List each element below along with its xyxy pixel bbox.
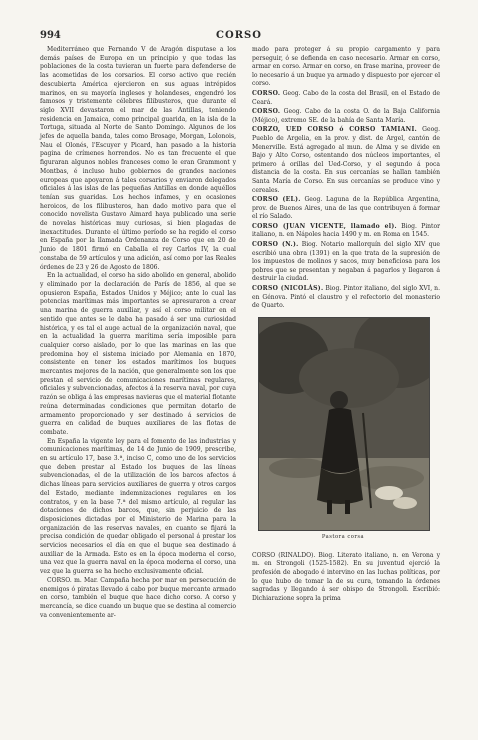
entry-text: Biog. Pintor italiano, del siglo XVI, n. en Génova. Pintó el claustro y el refectorio del monasterio de Quarto.	[252, 285, 440, 310]
shepherdess-photo	[258, 317, 430, 531]
dictionary-entry	[252, 285, 440, 311]
photo-illustration	[259, 318, 429, 530]
entry-head: CORZO, UED CORSO ó CORSO TAMIANI.	[252, 126, 418, 134]
entry-text: mado para proteger á su propio cargamento y para perseguir, ó se defienda en caso necesario. Armar en corso, armar en corso. Armar en corso, en frase marina, proveer de lo necesario á un buque ya armado y dispuesto por ejercer el corso.	[252, 46, 440, 88]
dictionary-entry	[252, 126, 440, 195]
entry-head: CORSO (NICOLÁS).	[252, 285, 324, 293]
entry-text: Biog. Notario mallorquín del siglo XIV que escribió una obra (1391) en la que trata de la supresión de los impuestos de molinos y sacos, muy beneficiosa para los pobres que se presentan y negaban á pagarlos y llegaron á destruir la ciudad.	[252, 241, 440, 283]
entry-text: Geog. Pueblo de Argelia, en la prov. y dist. de Argel, cantón de Menerville. Está agregado al mun. de Alma y se divide en Bajo y Alto Corso, ostentando dos núcleos importantes, el primero á orillas del Ued-Corso, y el segundo á poca distancia de la costa. En sus cercanías se hallan también Santa María de Corso. En sus cercanías se produce vino y cereales.	[252, 126, 440, 194]
dictionary-entry	[252, 46, 440, 89]
left-column	[40, 46, 236, 620]
dictionary-entry: CORSO (RINALDO). Biog. Literato italiano, n. en Verona y m. en Strongoli (1525-1582). En su juventud ejerció la profesión de abogado é intervino en las luchas políticas, por lo que hubo de tomar la de su cura, tomando la órdenes sagradas y llegando á ser obispo de Strongoli. Escribió: Dichiarazione sopra la prima	[252, 551, 440, 602]
entry-head: CORSO.	[252, 89, 281, 97]
entry-head: CORSO (N.).	[252, 241, 299, 249]
photo-caption: Pastora corsa	[321, 533, 365, 540]
dictionary-entry	[252, 223, 440, 240]
dictionary-entry	[252, 108, 440, 125]
entry-text: Geog. Cabo de la costa del Brasil, en el Estado de Ceará.	[252, 89, 440, 106]
entry-text: Geog. Laguna de la República Argentina, prov. de Buenos Aires, una de las que contribuyen á formar el río Salado.	[252, 196, 440, 221]
photo-figure	[258, 317, 428, 540]
columns	[40, 46, 440, 730]
running-head: CORSO	[216, 30, 262, 41]
dictionary-entry	[252, 241, 440, 284]
entry-text: Geog. Cabo de la costa O. de la Baja California (Méjico), extremo SE. de la bahía de Santa María.	[252, 108, 440, 124]
right-column	[252, 46, 440, 604]
left-paragraph: En la actualidad, el corso ha sido abolido en general, abolido y eliminado por la declaración de París de 1856, al que se opusieron España, Estados Unidos y Méjico; ante lo cual las potencias marítimas más importantes se apresuraron a crear una marina de guerra auxiliar, y así el corso militar en el sentido que antes se le daba ha pasado á ser una curiosidad histórica, y es tal el auge actual de la organización naval, que en la actualidad la guerra marítima sería imposible para cualquier corso aislado, por lo que las marinas en las que predomina hoy el sistema iniciado por Alemania en 1870, consistente en tener los estados marítimos los buques mercantes mejores de la nación, que generalmente son los que prestan el servicio de comunicaciones marítimas regulares, oficiales y subvencionadas, afectos á la reserva naval, por cuya razón se obliga á las empresas navieras que el material flotante reúna determinadas condiciones que permitan dotarlo de armamento proporcionado y ser destinado á servicios de guerra en calidad de buques auxiliares de las flotas de combate.	[40, 272, 236, 436]
dictionary-entry	[252, 90, 440, 107]
dictionary-entry	[252, 196, 440, 222]
entry-head: CORSO (EL).	[252, 196, 301, 204]
page-number: 994	[40, 30, 61, 41]
entry-head: CORSO.	[252, 108, 281, 116]
entry-head: CORSO (JUAN VICENTE, llamado el).	[252, 222, 397, 230]
page-header	[40, 30, 438, 42]
left-paragraph: CORSO. m. Mar. Campaña hecha por mar en persecución de enemigos ó piratas llevado á cabo por buque mercante armado en corso, también el buque que hace dicho corso. A corso y mercancía, se dice cuando un buque que se destina al comercio va convenientemente ar-	[40, 576, 236, 619]
left-paragraph: En España la vigente ley para el fomento de las industrias y comunicaciones marítimas, de 14 de Junio de 1909, prescribe, en su artículo 17, base 3.ª, inciso C, como uno de los servicios que deben prestar al Estado los buques de las líneas subvencionadas, el de la utilización de los barcos afectos á dichas líneas para servicios auxiliares de guerra y otros cargos del Estado, mediante indemnizaciones regulares en los contratos, y en la base 7.ª del mismo artículo, al regular las dotaciones de dichos barcos, que, sin perjuicio de las disposiciones dictadas por el Ministerio de Marina para la organización de las reservas navales, en cuanto se fijará la precisa condición de quedar obligado el personal á prestar los servicios necesarios el día en que el buque sea destinado á auxiliar de la Armada. Esto es en la época moderna el corso, una vez que la guerra naval en la época moderna el corso, una vez que la guerra se ha hecho exclusivamente oficial.	[40, 437, 236, 576]
entry-text: Biog. Pintor italiano, n. en Nápoles hacia 1490 y m. en Roma en 1545.	[252, 222, 440, 239]
left-paragraph: Mediterráneo que Fernando V de Aragón disputase a los demás países de Europa en un principio y que todas las poblaciones de la costa tuvieran un fuerte para defenderse de las acometidas de los corsarios. El corso activo que recién descubierta América ejercieron en sus aguas intrépidos marinos, en su mayoría ingleses y holandeses, engendró los famosos y tristemente célebres filibusteros, que durante el siglo XVII devastaron el mar de las Antillas, teniendo residencia en Jamaica, como principal guarida, en la isla de la Tortuga, situada al Norte de Santo Domingo. Algunos de los jefes de aquella banda, tales como Brosage, Morgan, Lolonois, Nau el Olonés, l'Escuyer y Picard, han pasado a la historia pagina de crímenes horrendos. No es tan frecuente el que figuraran algunos nobles franceses como le eran Grammont y Montbas, é incluso hubo gobiernos de grandes naciones europeas que apoyaron á tales corsarios y enviaron delegados oficiales á las islas de las pequeñas Antillas en donde aquéllos tenían sus guaridas. Los hechos infames, y en ocasiones heroicos, de los filibusteros, han dado motivo para que el conocido novelista Gustavo Aimard haya publicado una serie de novelas históricas muy curiosas, si bien plagadas de inexactitudes. Durante el último período se ha regido el corso en España por la llamada Ordenanza de Corso que en 20 de Junio de 1801 firmó en Caballa el rey Carlos IV, la cual constaba de 59 artículos y una adición, así como por las Reales órdenes de 23 y 26 de Agosto de 1806.	[40, 46, 236, 271]
